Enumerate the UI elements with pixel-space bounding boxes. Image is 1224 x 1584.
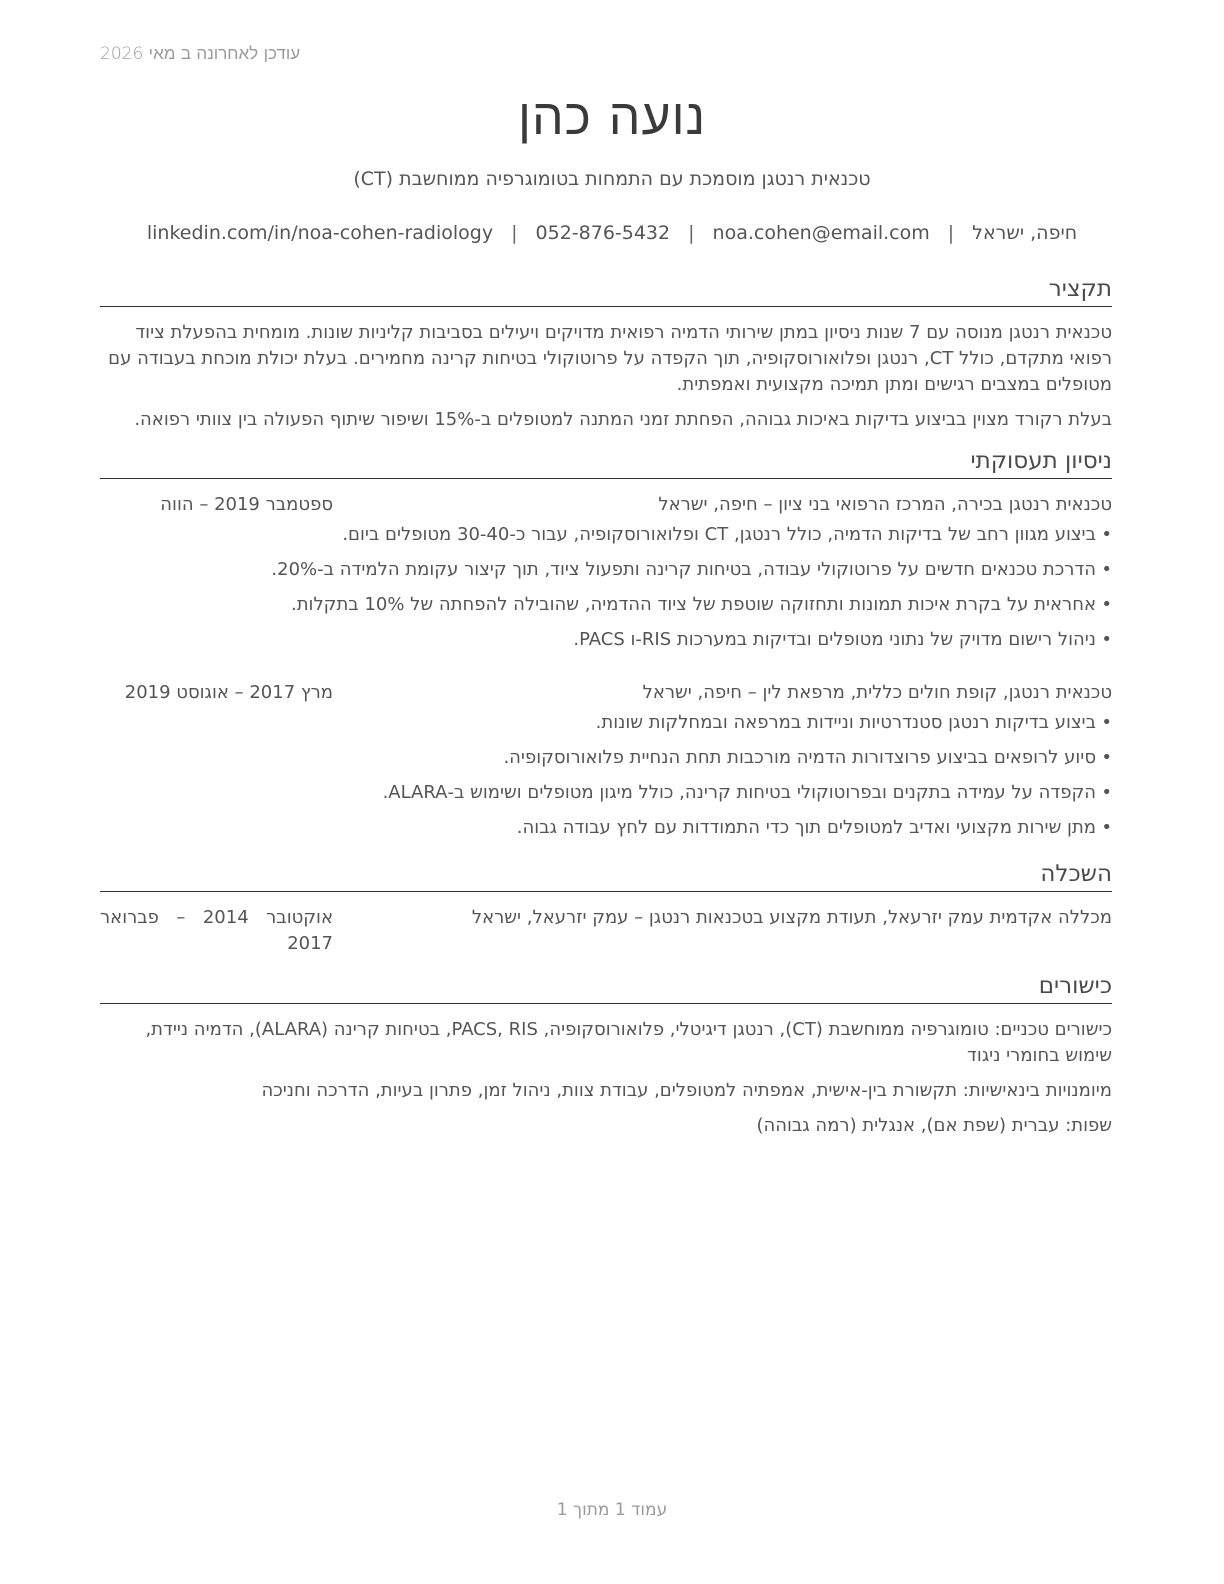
professional-headline: טכנאית רנטגן מוסמכת עם התמחות בטומוגרפיה ממוחשבת (CT) xyxy=(353,168,871,190)
contact-email[interactable]: noa.cohen@email.com xyxy=(712,222,930,244)
job-bullet: • סיוע לרופאים בביצוע פרוצדורות הדמיה מורכבות תחת הנחיית פלואורוסקופיה. xyxy=(100,745,1112,771)
contact-linkedin[interactable]: linkedin.com/in/noa-cohen-radiology xyxy=(146,222,494,244)
contact-separator: | xyxy=(511,222,518,244)
last-updated-note: עודכן לאחרונה ב מאי 2026 xyxy=(100,44,301,64)
education-section xyxy=(100,859,1112,957)
skills-languages: שפות: עברית (שפת אם), אנגלית (רמה גבוהה) xyxy=(756,1115,1112,1136)
summary-title: תקציר xyxy=(100,274,1112,307)
skills-interpersonal: מיומנויות בינאישיות: תקשורת בין-אישית, אמפתיה למטופלים, עבודת צוות, ניהול זמן, פתרון בעיות, הדרכה וחניכה xyxy=(261,1080,1112,1101)
education-entry xyxy=(100,905,1112,957)
candidate-name: נועה כהן xyxy=(517,88,707,146)
summary-paragraph: טכנאית רנטגן מנוסה עם 7 שנות ניסיון במתן שירותי הדמיה רפואית מדויקים ויעילים בסביבות קליניות שונות. מומחית בהפעלת ציוד רפואי מתקדם, כולל CT, רנטגן ופלואורוסקופיה, תוך הקפדה על פרוטוקולי בטיחות קרינה מחמירים. בעלת יכולת מוכחת בעבודה עם מטופלים במצבים רגישים ומתן תמיכה מקצועית ואמפתית. xyxy=(108,322,1112,395)
contact-phone: 052-876-5432 xyxy=(535,222,671,244)
job-entry xyxy=(100,492,1112,653)
contact-location: חיפה, ישראל xyxy=(972,222,1078,244)
experience-section xyxy=(100,446,1112,850)
job-dates: מרץ 2017 – אוגוסט 2019 xyxy=(124,682,333,703)
skills-technical: כישורים טכניים: טומוגרפיה ממוחשבת (CT), רנטגן דיגיטלי, פלואורוסקופיה, PACS, RIS, בטיחות קרינה (ALARA), הדמיה ניידת, שימוש בחומרי ניגוד xyxy=(145,1019,1112,1066)
summary-section xyxy=(100,274,1112,433)
job-bullet: • ביצוע בדיקות רנטגן סטנדרטיות וניידות במרפאה ובמחלקות שונות. xyxy=(100,710,1112,736)
skills-section xyxy=(100,971,1112,1139)
contact-line xyxy=(0,222,1224,244)
page-number: עמוד 1 מתוך 1 xyxy=(556,1500,668,1520)
education-title: השכלה xyxy=(100,859,1112,892)
job-bullet: • אחראית על בקרת איכות תמונות ותחזוקה שוטפת של ציוד ההדמיה, שהובילה להפחתה של 10% בתקלות. xyxy=(100,592,1112,618)
job-bullet: • הקפדה על עמידה בתקנים ובפרוטוקולי בטיחות קרינה, כולל מיגון מטופלים ושימוש ב-ALARA. xyxy=(100,780,1112,806)
experience-title: ניסיון תעסוקתי xyxy=(100,446,1112,479)
skills-title: כישורים xyxy=(100,971,1112,1004)
job-bullet: • ביצוע מגוון רחב של בדיקות הדמיה, כולל רנטגן, CT ופלואורוסקופיה, עבור כ-30-40 מטופלים ביום. xyxy=(100,522,1112,548)
education-text: מכללה אקדמית עמק יזרעאל, תעודת מקצוע בטכנאות רנטגן – עמק יזרעאל, ישראל xyxy=(471,907,1112,928)
education-dates: אוקטובר 2014 – פברואר 2017 xyxy=(100,907,333,954)
job-entry xyxy=(100,680,1112,841)
summary-paragraph: בעלת רקורד מצוין בביצוע בדיקות באיכות גבוהה, הפחתת זמני המתנה למטופלים ב-15% ושיפור שיתוף הפעולה בין צוותי רפואה. xyxy=(134,409,1112,430)
job-bullet: • הדרכת טכנאים חדשים על פרוטוקולי עבודה, בטיחות קרינה ותפעול ציוד, תוך קיצור עקומת הלמידה ב-20%. xyxy=(100,557,1112,583)
contact-separator: | xyxy=(947,222,955,244)
job-dates: ספטמבר 2019 – הווה xyxy=(160,494,333,515)
job-role: טכנאית רנטגן, קופת חולים כללית, מרפאת לין – חיפה, ישראל xyxy=(642,682,1112,703)
job-role: טכנאית רנטגן בכירה, המרכז הרפואי בני ציון – חיפה, ישראל xyxy=(658,494,1112,515)
job-bullet: • מתן שירות מקצועי ואדיב למטופלים תוך כדי התמודדות עם לחץ עבודה גבוה. xyxy=(100,815,1112,841)
job-bullet: • ניהול רישום מדויק של נתוני מטופלים ובדיקות במערכות RIS-ו PACS. xyxy=(100,627,1112,653)
contact-separator: | xyxy=(688,222,695,244)
